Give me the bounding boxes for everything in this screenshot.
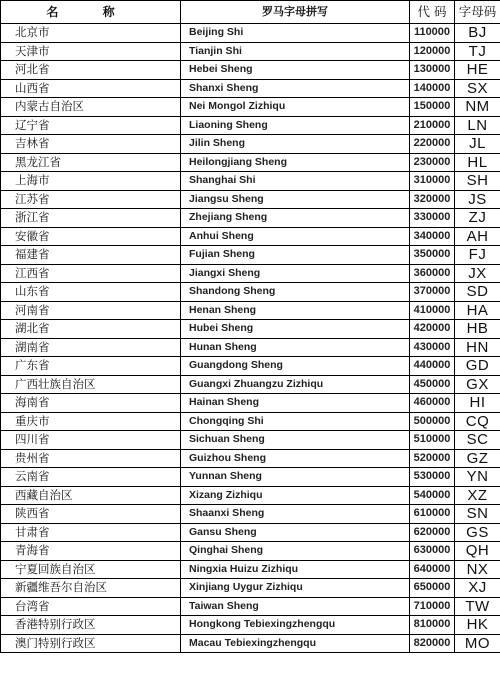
cell-abbr: ZJ (455, 209, 500, 228)
header-row (1, 1, 500, 24)
table-row (1, 42, 500, 61)
cell-name: 吉林省 (1, 135, 181, 154)
cell-code: 130000 (410, 61, 455, 80)
cell-name: 广东省 (1, 357, 181, 376)
cell-code: 440000 (410, 357, 455, 376)
table-row (1, 283, 500, 302)
table-row (1, 264, 500, 283)
table-row (1, 61, 500, 80)
cell-romanization: Guangdong Sheng (181, 357, 410, 376)
cell-romanization: Jiangxi Sheng (181, 264, 410, 283)
cell-name: 江西省 (1, 264, 181, 283)
table-row (1, 579, 500, 598)
cell-code: 110000 (410, 24, 455, 43)
cell-romanization: Yunnan Sheng (181, 468, 410, 487)
cell-abbr: SD (455, 283, 500, 302)
cell-abbr: BJ (455, 24, 500, 43)
cell-abbr: JX (455, 264, 500, 283)
cell-abbr: FJ (455, 246, 500, 265)
cell-name: 西藏自治区 (1, 486, 181, 505)
cell-abbr: YN (455, 468, 500, 487)
cell-romanization: Sichuan Sheng (181, 431, 410, 450)
table-row (1, 375, 500, 394)
cell-abbr: LN (455, 116, 500, 135)
cell-abbr: HL (455, 153, 500, 172)
table-row (1, 616, 500, 635)
cell-abbr: SN (455, 505, 500, 524)
cell-name: 贵州省 (1, 449, 181, 468)
cell-romanization: Guangxi Zhuangzu Zizhiqu (181, 375, 410, 394)
cell-romanization: Zhejiang Sheng (181, 209, 410, 228)
cell-name: 江苏省 (1, 190, 181, 209)
cell-romanization: Henan Sheng (181, 301, 410, 320)
cell-name: 上海市 (1, 172, 181, 191)
cell-romanization: Hainan Sheng (181, 394, 410, 413)
table-row (1, 301, 500, 320)
cell-name: 安徽省 (1, 227, 181, 246)
cell-code: 430000 (410, 338, 455, 357)
cell-name: 四川省 (1, 431, 181, 450)
cell-code: 530000 (410, 468, 455, 487)
cell-code: 640000 (410, 560, 455, 579)
cell-code: 370000 (410, 283, 455, 302)
cell-code: 810000 (410, 616, 455, 635)
table-row (1, 542, 500, 561)
table-row (1, 468, 500, 487)
cell-code: 320000 (410, 190, 455, 209)
cell-romanization: Liaoning Sheng (181, 116, 410, 135)
table-row (1, 523, 500, 542)
cell-name: 辽宁省 (1, 116, 181, 135)
cell-abbr: GX (455, 375, 500, 394)
cell-romanization: Hubei Sheng (181, 320, 410, 339)
table-row (1, 153, 500, 172)
table-row (1, 227, 500, 246)
table-row (1, 431, 500, 450)
cell-code: 500000 (410, 412, 455, 431)
table-row (1, 320, 500, 339)
cell-code: 210000 (410, 116, 455, 135)
cell-abbr: NX (455, 560, 500, 579)
cell-code: 510000 (410, 431, 455, 450)
cell-name: 黑龙江省 (1, 153, 181, 172)
header-romanization: 罗马字母拼写 (181, 1, 410, 24)
cell-abbr: HA (455, 301, 500, 320)
cell-name: 新疆维吾尔自治区 (1, 579, 181, 598)
cell-abbr: SH (455, 172, 500, 191)
cell-romanization: Taiwan Sheng (181, 597, 410, 616)
cell-romanization: Jiangsu Sheng (181, 190, 410, 209)
cell-code: 150000 (410, 98, 455, 117)
header-name: 名 称 (1, 1, 181, 24)
cell-name: 河北省 (1, 61, 181, 80)
cell-abbr: NM (455, 98, 500, 117)
cell-code: 650000 (410, 579, 455, 598)
cell-abbr: XZ (455, 486, 500, 505)
cell-code: 610000 (410, 505, 455, 524)
cell-name: 河南省 (1, 301, 181, 320)
cell-name: 福建省 (1, 246, 181, 265)
cell-code: 520000 (410, 449, 455, 468)
cell-name: 内蒙古自治区 (1, 98, 181, 117)
table-row (1, 505, 500, 524)
cell-abbr: GZ (455, 449, 500, 468)
cell-name: 香港特别行政区 (1, 616, 181, 635)
cell-abbr: TJ (455, 42, 500, 61)
cell-code: 710000 (410, 597, 455, 616)
table-row (1, 634, 500, 653)
cell-name: 浙江省 (1, 209, 181, 228)
table-row (1, 79, 500, 98)
cell-name: 台湾省 (1, 597, 181, 616)
table-row (1, 209, 500, 228)
cell-abbr: TW (455, 597, 500, 616)
table-row (1, 116, 500, 135)
cell-code: 620000 (410, 523, 455, 542)
cell-code: 820000 (410, 634, 455, 653)
cell-romanization: Nei Mongol Zizhiqu (181, 98, 410, 117)
cell-abbr: MO (455, 634, 500, 653)
cell-romanization: Fujian Sheng (181, 246, 410, 265)
cell-abbr: HB (455, 320, 500, 339)
cell-code: 310000 (410, 172, 455, 191)
table-row (1, 449, 500, 468)
cell-code: 140000 (410, 79, 455, 98)
cell-name: 澳门特别行政区 (1, 634, 181, 653)
cell-romanization: Hongkong Tebiexingzhengqu (181, 616, 410, 635)
cell-code: 230000 (410, 153, 455, 172)
cell-romanization: Hebei Sheng (181, 61, 410, 80)
cell-romanization: Heilongjiang Sheng (181, 153, 410, 172)
table-row (1, 24, 500, 43)
table-row (1, 135, 500, 154)
cell-romanization: Shanghai Shi (181, 172, 410, 191)
cell-name: 云南省 (1, 468, 181, 487)
cell-abbr: SC (455, 431, 500, 450)
header-abbr: 字母码 (455, 1, 500, 24)
cell-code: 630000 (410, 542, 455, 561)
cell-name: 山西省 (1, 79, 181, 98)
cell-romanization: Ningxia Huizu Zizhiqu (181, 560, 410, 579)
cell-abbr: HI (455, 394, 500, 413)
cell-romanization: Shanxi Sheng (181, 79, 410, 98)
cell-code: 450000 (410, 375, 455, 394)
cell-name: 陕西省 (1, 505, 181, 524)
cell-romanization: Hunan Sheng (181, 338, 410, 357)
cell-romanization: Macau Tebiexingzhengqu (181, 634, 410, 653)
cell-name: 重庆市 (1, 412, 181, 431)
cell-code: 120000 (410, 42, 455, 61)
cell-abbr: JL (455, 135, 500, 154)
table-row (1, 357, 500, 376)
cell-name: 海南省 (1, 394, 181, 413)
table-row (1, 172, 500, 191)
cell-romanization: Xinjiang Uygur Zizhiqu (181, 579, 410, 598)
cell-abbr: SX (455, 79, 500, 98)
cell-abbr: GD (455, 357, 500, 376)
table-row (1, 412, 500, 431)
table-header (1, 1, 500, 24)
cell-code: 220000 (410, 135, 455, 154)
cell-code: 460000 (410, 394, 455, 413)
cell-romanization: Gansu Sheng (181, 523, 410, 542)
cell-abbr: CQ (455, 412, 500, 431)
cell-abbr: JS (455, 190, 500, 209)
table-row (1, 338, 500, 357)
cell-code: 540000 (410, 486, 455, 505)
cell-name: 宁夏回族自治区 (1, 560, 181, 579)
cell-romanization: Anhui Sheng (181, 227, 410, 246)
cell-romanization: Tianjin Shi (181, 42, 410, 61)
cell-name: 北京市 (1, 24, 181, 43)
cell-code: 340000 (410, 227, 455, 246)
table-row (1, 486, 500, 505)
cell-name: 湖北省 (1, 320, 181, 339)
cell-name: 青海省 (1, 542, 181, 561)
table-row (1, 597, 500, 616)
cell-name: 山东省 (1, 283, 181, 302)
cell-romanization: Chongqing Shi (181, 412, 410, 431)
cell-romanization: Jilin Sheng (181, 135, 410, 154)
cell-code: 330000 (410, 209, 455, 228)
cell-abbr: AH (455, 227, 500, 246)
cell-romanization: Shandong Sheng (181, 283, 410, 302)
cell-name: 天津市 (1, 42, 181, 61)
cell-code: 360000 (410, 264, 455, 283)
cell-name: 湖南省 (1, 338, 181, 357)
table-row (1, 560, 500, 579)
cell-abbr: XJ (455, 579, 500, 598)
table-row (1, 394, 500, 413)
table-body (1, 24, 500, 653)
cell-abbr: HE (455, 61, 500, 80)
cell-abbr: HN (455, 338, 500, 357)
cell-romanization: Qinghai Sheng (181, 542, 410, 561)
cell-romanization: Beijing Shi (181, 24, 410, 43)
cell-code: 410000 (410, 301, 455, 320)
cell-name: 广西壮族自治区 (1, 375, 181, 394)
cell-romanization: Xizang Zizhiqu (181, 486, 410, 505)
cell-abbr: HK (455, 616, 500, 635)
cell-code: 350000 (410, 246, 455, 265)
cell-name: 甘肃省 (1, 523, 181, 542)
cell-romanization: Shaanxi Sheng (181, 505, 410, 524)
table-row (1, 190, 500, 209)
cell-code: 420000 (410, 320, 455, 339)
header-code: 代 码 (410, 1, 455, 24)
cell-abbr: GS (455, 523, 500, 542)
cell-romanization: Guizhou Sheng (181, 449, 410, 468)
cell-abbr: QH (455, 542, 500, 561)
table-row (1, 246, 500, 265)
table-row (1, 98, 500, 117)
